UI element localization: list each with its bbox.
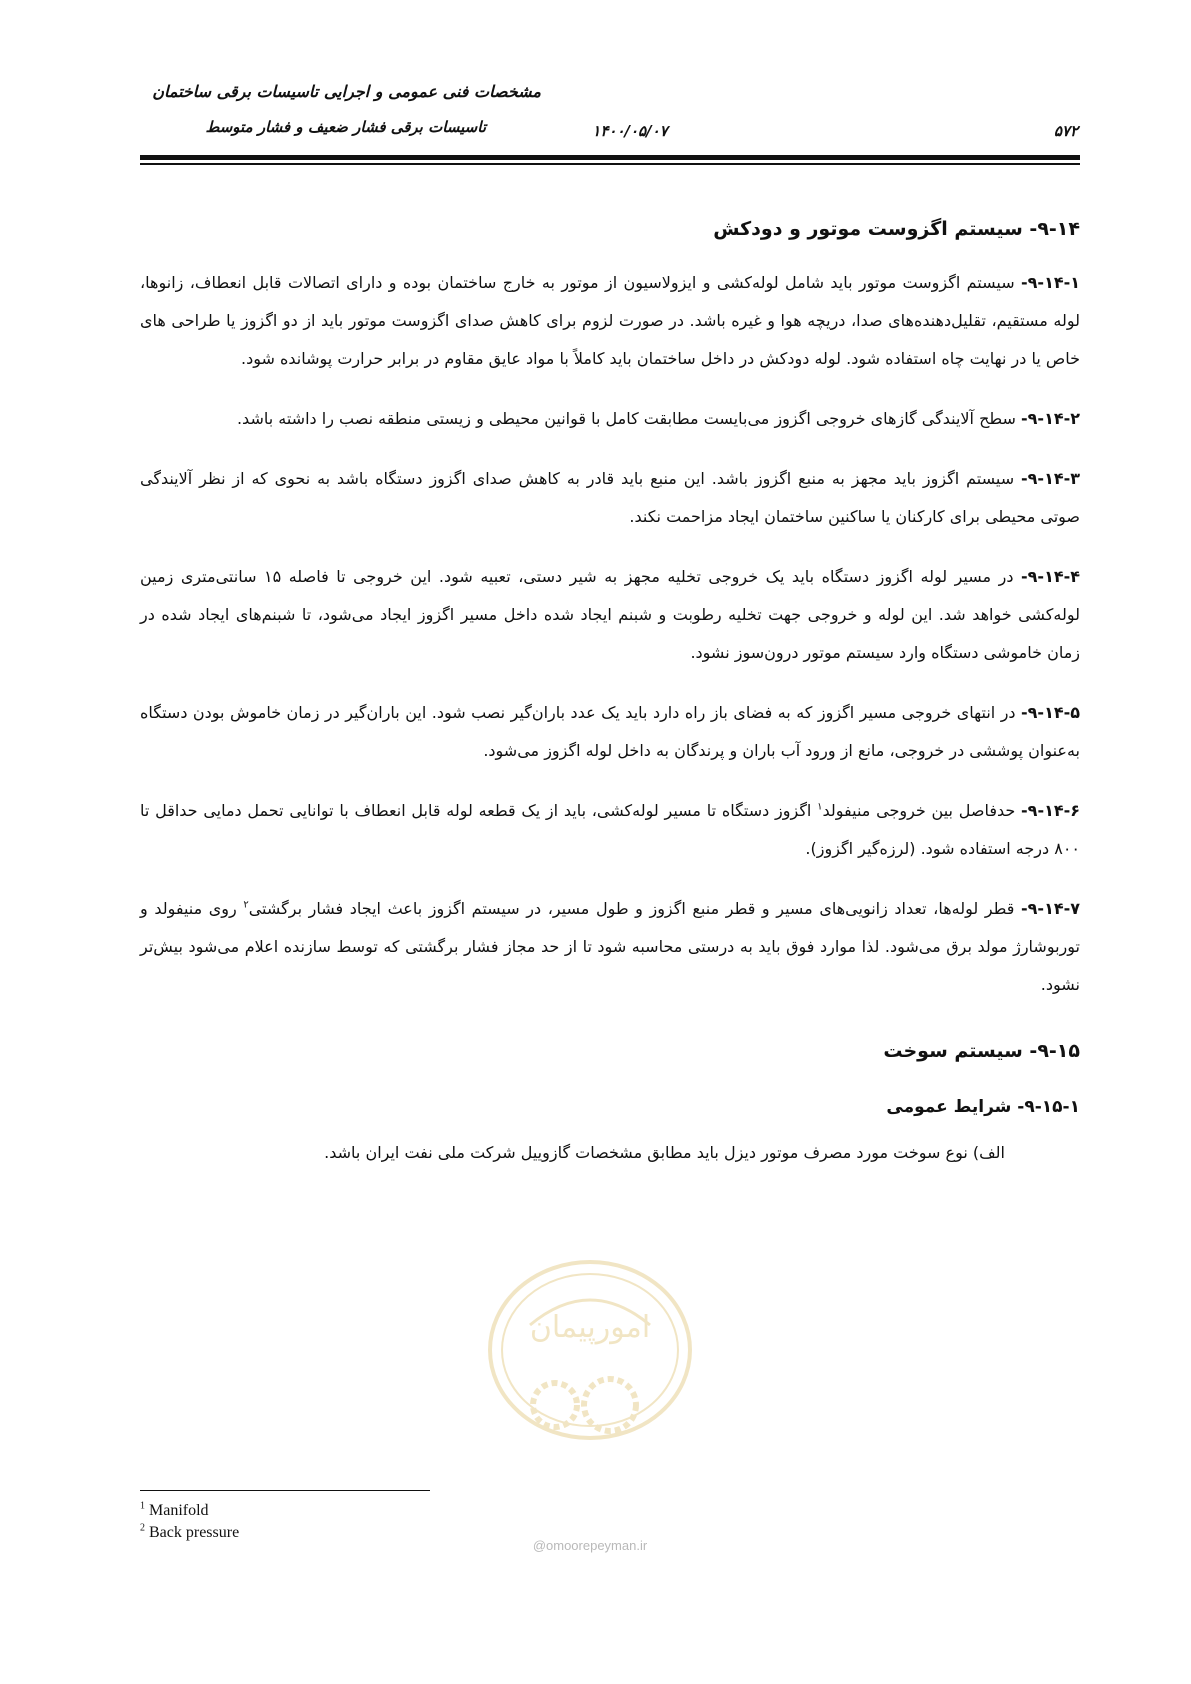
paragraph-text: سیستم اگزوز باید مجهز به منبع اگزوز باشد. این منبع باید قادر به کاهش صدای اگزوز دستگاه باشد به نحوی که از نظر آلایندگی صوتی محیطی برای کارکنان یا ساکنین ساختمان ایجاد مزاحمت نکند. bbox=[140, 469, 1080, 526]
footnotes bbox=[140, 1500, 540, 1544]
watermark-logo-text: امورپیمان bbox=[529, 1310, 651, 1345]
paragraph-text: سیستم اگزوست موتور باید شامل لوله‌کشی و ایزولاسیون از موتور به خارج ساختمان بوده و دارای اتصالات قابل انعطاف، زانوها، لوله مستقیم، تقلیل‌دهنده‌های صدا، دریچه هوا و غیره باشد. در صورت لزوم برای کاهش صدای اگزوست موتور باید از دو اگزوز یا طراحی های خاص یا در نهایت چاه استفاده شود. لوله دودکش در داخل ساختمان باید کاملاً با مواد عایق مقاوم در برابر حرارت پوشانده شود. bbox=[140, 273, 1080, 368]
header-title: مشخصات فنی عمومی و اجرایی تاسیسات برقی ساختمان bbox=[152, 82, 541, 101]
paragraph-text: روی منیفولد و توربوشارژ مولد برق می‌شود. لذا موارد فوق باید به درستی محاسبه شود تا از حد مجاز فشار برگشتی که توسط سازنده اعلام می‌شود بیش‌تر نشود. bbox=[140, 899, 1080, 994]
paragraph-14-5 bbox=[140, 694, 1080, 770]
section-14-heading: ۹-۱۴- سیستم اگزوست موتور و دودکش bbox=[713, 218, 1080, 240]
paragraph-number: ۹-۱۴-۷- bbox=[1021, 899, 1080, 918]
paragraph-text: در انتهای خروجی مسیر اگزوز که به فضای باز راه دارد باید یک عدد باران‌گیر نصب شود. این باران‌گیر در زمان خاموش بودن دستگاه به‌عنوان پوششی در خروجی، مانع از ورود آب باران و پرندگان به داخل لوله اگزوز می‌شود. bbox=[140, 703, 1080, 760]
header-rule-thin bbox=[140, 163, 1080, 165]
paragraph-text: حدفاصل بین خروجی منیفولد bbox=[822, 801, 1022, 820]
footnote-ref-1[interactable]: ۱ bbox=[817, 801, 823, 813]
header-subtitle: تاسیسات برقی فشار ضعیف و فشار متوسط bbox=[205, 118, 486, 136]
paragraph-number: ۹-۱۴-۶- bbox=[1021, 801, 1081, 820]
footnote-separator bbox=[140, 1490, 430, 1491]
paragraph-text: اگزوز دستگاه تا مسیر لوله‌کشی، باید از یک قطعه لوله قابل انعطاف با توانایی تحمل دمایی حداقل تا ۸۰۰ درجه استفاده شود. (لرزه‌گیر اگزوز). bbox=[140, 801, 1080, 858]
page-number: ۵۷۲ bbox=[1053, 122, 1078, 140]
paragraph-14-7 bbox=[140, 890, 1080, 1004]
header-date: ۱۴۰۰/۰۵/۰۷ bbox=[592, 122, 668, 140]
paragraph-number: ۹-۱۴-۲- bbox=[1021, 409, 1080, 428]
at-icon: @ bbox=[532, 1538, 547, 1553]
section-15-heading: ۹-۱۵- سیستم سوخت bbox=[883, 1040, 1080, 1062]
watermark-logo bbox=[470, 1255, 710, 1470]
paragraph-text: قطر لوله‌ها، تعداد زانویی‌های مسیر و قطر منبع اگزوز و طول مسیر، در سیستم اگزوز باعث ایجاد فشار برگشتی bbox=[248, 899, 1022, 918]
paragraph-14-4 bbox=[140, 558, 1080, 672]
paragraph-number: ۹-۱۴-۴- bbox=[1021, 567, 1080, 586]
watermark-site: @omoorepeyman.ir bbox=[532, 1538, 648, 1553]
paragraph-14-6 bbox=[140, 792, 1080, 868]
paragraph-number: ۹-۱۴-۳- bbox=[1021, 469, 1080, 488]
header-rule-thick bbox=[140, 155, 1080, 160]
paragraph-text: در مسیر لوله اگزوز دستگاه باید یک خروجی تخلیه مجهز به شیر دستی، تعبیه شود. این خروجی تا فاصله ۱۵ سانتی‌متری زمین لوله‌کشی خواهد شد. این لوله و خروجی جهت تخلیه رطوبت و شبنم ایجاد شده داخل مسیر اگزوز ایجاد می‌شود، تا شبنم‌های ایجاد شده در زمان خاموشی دستگاه وارد سیستم موتور درون‌سوز نشود. bbox=[140, 567, 1080, 662]
paragraph-14-1 bbox=[140, 264, 1080, 378]
paragraph-text: سطح آلایندگی گازهای خروجی اگزوز می‌بایست مطابقت کامل با قوانین محیطی و زیستی منطقه نصب را داشته باشد. bbox=[236, 409, 1022, 428]
paragraph-number: ۹-۱۴-۵- bbox=[1021, 703, 1080, 722]
list-item-alef: الف) نوع سوخت مورد مصرف موتور دیزل باید مطابق مشخصات گازوییل شرکت ملی نفت ایران باشد. bbox=[324, 1143, 1005, 1162]
paragraph-14-3 bbox=[140, 460, 1080, 536]
footnote-ref-2[interactable]: ۲ bbox=[243, 899, 249, 911]
paragraph-number: ۹-۱۴-۱- bbox=[1021, 273, 1080, 292]
paragraph-14-2 bbox=[140, 400, 1080, 438]
section-15-1-heading: ۹-۱۵-۱- شرایط عمومی bbox=[886, 1097, 1080, 1117]
main-content bbox=[140, 212, 1080, 1172]
footnote-2: $^2$ Back pressure bbox=[140, 1522, 240, 1541]
footnote-1: $^1$ Manifold bbox=[140, 1500, 209, 1519]
